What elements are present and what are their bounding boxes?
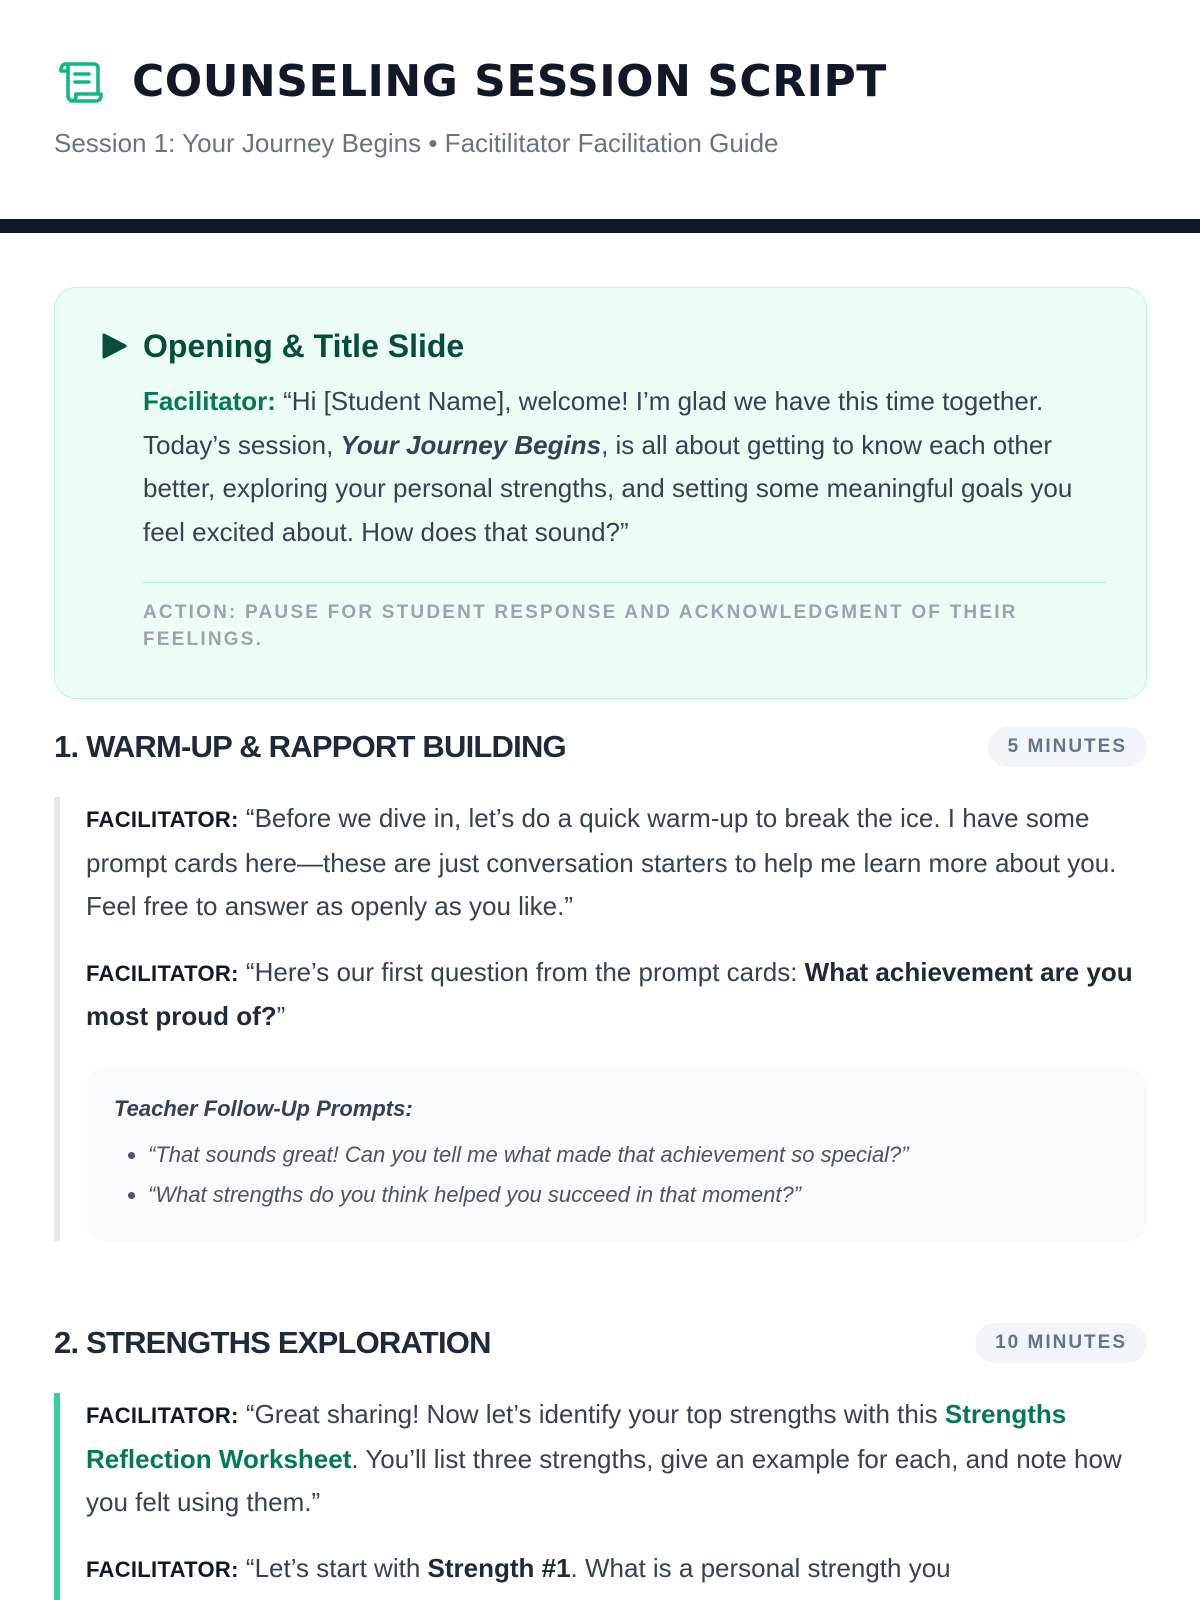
section-body	[54, 1393, 1147, 1600]
follow-up-box	[86, 1067, 1147, 1241]
script-text: “Here’s our first question from the prompt cards:	[238, 956, 805, 987]
list-item: • “What strengths do you think helped you succeed in that moment?”	[148, 1175, 1119, 1215]
opening-title: Opening & Title Slide	[143, 328, 465, 364]
page-title: COUNSELING SESSION SCRIPT	[132, 56, 887, 107]
script-paragraph	[86, 1547, 1147, 1592]
action-note: ACTION: PAUSE FOR STUDENT RESPONSE AND ACKNOWLEDGMENT OF THEIR FEELINGS.	[143, 602, 1018, 650]
section-header	[54, 1321, 1147, 1365]
follow-up-list	[114, 1135, 1119, 1215]
script-text: “Hi [Student Name], welcome! I’m glad we have this time together. Today’s session,	[143, 386, 1044, 460]
script-paragraph	[86, 951, 1147, 1039]
duration-badge: 10 MINUTES	[975, 1323, 1147, 1363]
speaker-label: Facilitator:	[143, 386, 276, 416]
section-warm-up	[54, 725, 1147, 1241]
duration-badge: 5 MINUTES	[988, 727, 1147, 767]
section-header	[54, 725, 1147, 769]
section-title: 1. WARM-UP & RAPPORT BUILDING	[54, 729, 566, 764]
script-text: . You’ll list three strengths, give an example for each, and note how you felt using them.”	[86, 1443, 1122, 1517]
script-paragraph	[86, 797, 1147, 929]
speaker-label: FACILITATOR:	[86, 1556, 239, 1582]
header-divider	[0, 219, 1200, 233]
speaker-label: FACILITATOR:	[86, 1403, 239, 1428]
section-body	[54, 797, 1147, 1241]
script-text: “Let’s start with	[238, 1552, 428, 1583]
highlight-strength: Strength #1	[427, 1552, 571, 1583]
speaker-label: FACILITATOR:	[86, 807, 239, 832]
opening-card	[54, 287, 1147, 699]
scroll-icon	[54, 56, 106, 108]
page-subtitle: Session 1: Your Journey Begins • Facitilitator Facilitation Guide	[54, 128, 779, 158]
worksheet-link: Strengths Reflection Worksheet	[86, 1399, 1067, 1474]
section-strengths	[54, 1321, 1147, 1600]
highlight-question: What achievement are you most proud of?	[86, 956, 1133, 1031]
title-row	[54, 52, 1146, 112]
opening-script	[143, 380, 1106, 554]
script-text: “Great sharing! Now let’s identify your top strengths with this	[238, 1399, 945, 1429]
speaker-label: FACILITATOR:	[86, 960, 239, 986]
list-item: • “That sounds great! Can you tell me what made that achievement so special?”	[148, 1135, 1119, 1175]
section-title: 2. STRENGTHS EXPLORATION	[54, 1325, 491, 1360]
opening-header	[99, 326, 1106, 366]
session-name: Your Journey Begins	[340, 429, 602, 460]
divider	[143, 582, 1106, 583]
script-paragraph	[86, 1393, 1147, 1525]
script-text: “Before we dive in, let’s do a quick warm-up to break the ice. I have some prompt cards here—these are just conversation starters to help me learn more about you. Feel free to answer as openly as you like.”	[86, 803, 1117, 921]
script-text: ”	[276, 1001, 286, 1031]
script-text: , is all about getting to know each other better, exploring your personal strengths, and setting some meaningful goals you feel excited about. How does that sound?”	[143, 429, 1073, 547]
script-text: . What is a personal strength you	[570, 1552, 951, 1583]
document-header	[54, 52, 1146, 160]
follow-up-title: Teacher Follow-Up Prompts:	[114, 1095, 413, 1121]
play-icon	[99, 331, 129, 361]
